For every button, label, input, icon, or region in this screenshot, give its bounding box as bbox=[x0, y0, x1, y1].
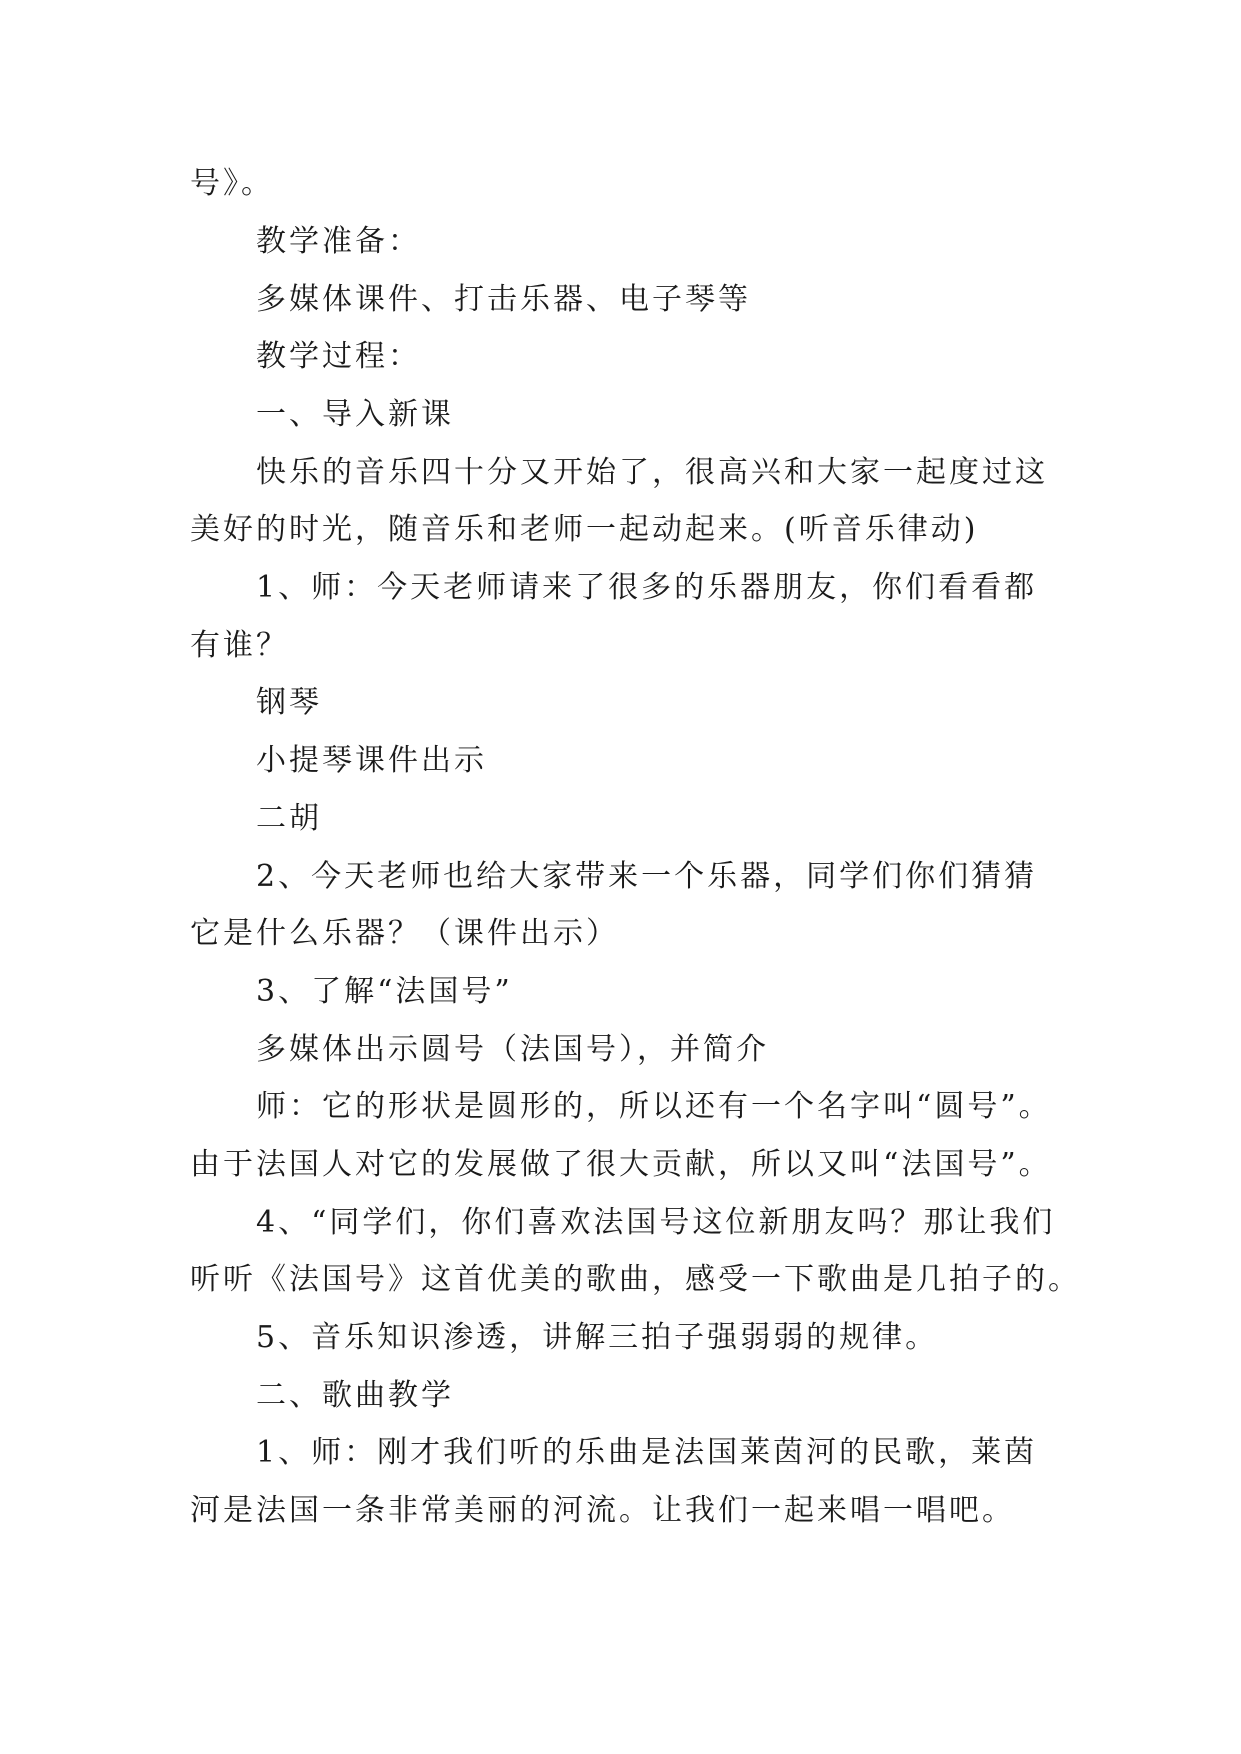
text-line: 1、师：刚才我们听的乐曲是法国莱茵河的民歌，莱茵 bbox=[256, 1435, 1038, 1470]
text-line: 有谁？ bbox=[190, 628, 289, 663]
text-line: 快乐的音乐四十分又开始了，很高兴和大家一起度过这 bbox=[256, 455, 1048, 490]
text-line: 由于法国人对它的发展做了很大贡献，所以又叫“法国号”。 bbox=[190, 1147, 1052, 1182]
text-line: 多媒体课件、打击乐器、电子琴等 bbox=[256, 282, 751, 317]
text-line: 小提琴课件出示 bbox=[256, 743, 487, 778]
text-line: 一、导入新课 bbox=[256, 397, 454, 432]
text-line: 美好的时光，随音乐和老师一起动起来。(听音乐律动) bbox=[190, 512, 979, 547]
text-line: 钢琴 bbox=[256, 685, 322, 720]
text-line: 河是法国一条非常美丽的河流。让我们一起来唱一唱吧。 bbox=[190, 1493, 1015, 1528]
text-line: 多媒体出示圆号（法国号），并简介 bbox=[256, 1032, 769, 1067]
text-line: 3、了解“法国号” bbox=[256, 974, 513, 1009]
text-line: 师：它的形状是圆形的，所以还有一个名字叫“圆号”。 bbox=[256, 1089, 1052, 1124]
text-line: 二、歌曲教学 bbox=[256, 1378, 454, 1413]
text-line: 2、今天老师也给大家带来一个乐器，同学们你们猜猜 bbox=[256, 859, 1038, 894]
text-line: 二胡 bbox=[256, 801, 322, 836]
text-line: 号》。 bbox=[190, 166, 274, 201]
text-line: 教学准备： bbox=[256, 224, 421, 259]
text-line: 4、“同学们，你们喜欢法国号这位新朋友吗？那让我们 bbox=[256, 1205, 1056, 1240]
text-line: 教学过程： bbox=[256, 339, 421, 374]
text-line: 5、音乐知识渗透，讲解三拍子强弱弱的规律。 bbox=[256, 1320, 939, 1355]
text-line: 听听《法国号》这首优美的歌曲，感受一下歌曲是几拍子的。 bbox=[190, 1262, 1081, 1297]
text-line: 它是什么乐器？（课件出示） bbox=[190, 916, 619, 951]
text-line: 1、师：今天老师请来了很多的乐器朋友，你们看看都 bbox=[256, 570, 1038, 605]
